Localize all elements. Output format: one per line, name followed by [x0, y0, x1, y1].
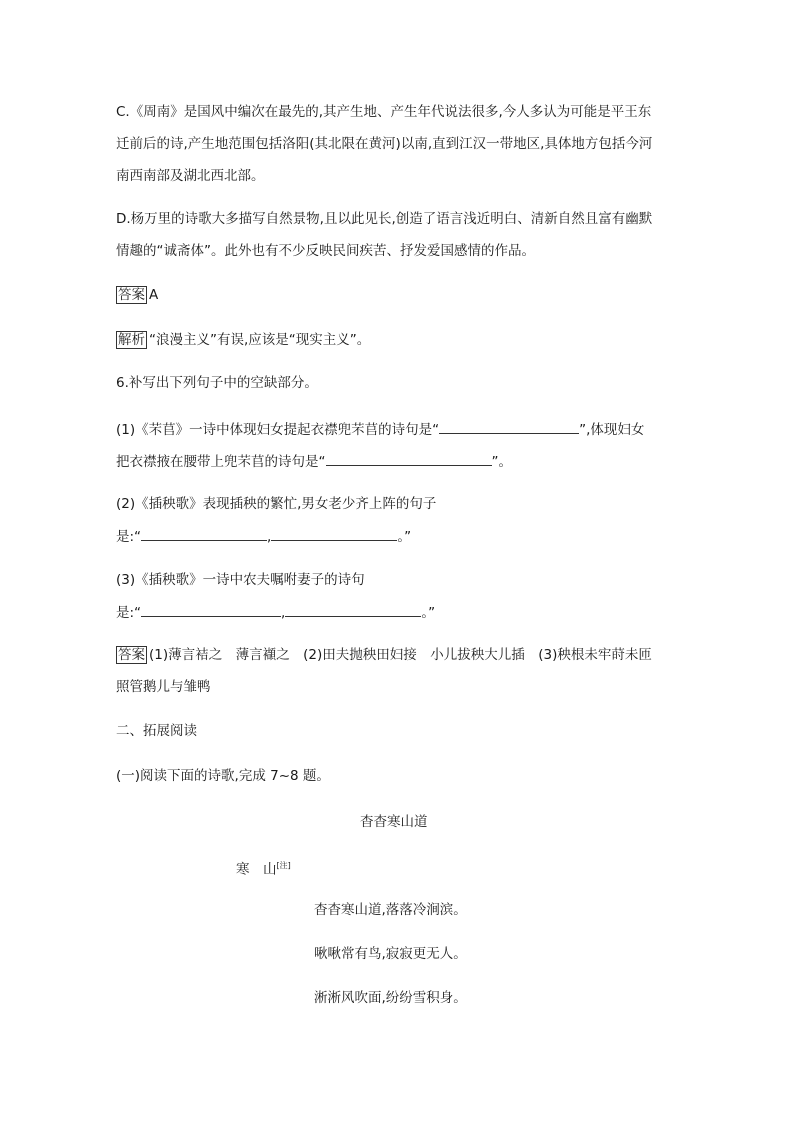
answer-6-text: (1)薄言袺之 薄言襭之 (2)田夫抛秧田妇接 小儿拔秧大儿插 (3)秧根未牢莳未匝 [149, 647, 652, 663]
answer-blank[interactable] [326, 451, 492, 466]
answer-blank[interactable] [285, 602, 421, 617]
analysis-5 [116, 330, 370, 350]
answer-6-line-2: 照管鹅儿与雏鸭 [116, 679, 211, 695]
option-d-line-2: 情趣的“诚斋体”。此外也有不少反映民间疾苦、抒发爱国感情的作品。 [116, 243, 535, 259]
answer-5-text: A [149, 287, 159, 303]
question-6-part-2-line-1: (2)《插秧歌》表现插秧的繁忙,男女老少齐上阵的句子 [116, 496, 437, 512]
poem-author [236, 856, 291, 880]
option-c-line-2: 迁前后的诗,产生地范围包括洛阳(其北限在黄河)以南,直到江汉一带地区,具体地方包括今河 [116, 136, 653, 152]
poem-line: 淅淅风吹面,纷纷雪积身。 [314, 990, 467, 1006]
q6-p3-text-c: , [281, 605, 286, 621]
q6-p3-text-b: 是:“ [116, 605, 142, 621]
q6-p1-text-c: 把衣襟掖在腰带上兜芣苢的诗句是“ [116, 454, 326, 470]
poem-line: 啾啾常有鸟,寂寂更无人。 [314, 946, 467, 962]
option-d-line-1: D.杨万里的诗歌大多描写自然景物,且以此见长,创造了语言浅近明白、清新自然且富有幽默 [116, 211, 653, 227]
question-6-part-3-line-2 [116, 602, 435, 623]
question-6-part-3-line-1: (3)《插秧歌》一诗中农夫嘱咐妻子的诗句 [116, 572, 365, 588]
answer-tag: 答案 [118, 647, 145, 663]
section-heading: 二、拓展阅读 [116, 723, 197, 739]
q6-p1-text-d: ”。 [491, 454, 512, 470]
q6-p2-text-c: , [267, 529, 272, 545]
poem-line: 杳杳寒山道,落落冷涧滨。 [314, 902, 467, 918]
q6-p2-text-d: 。” [397, 529, 412, 545]
answer-blank[interactable] [271, 526, 397, 541]
poem-title: 杳杳寒山道 [360, 814, 428, 830]
answer-5 [116, 285, 158, 305]
answer-6-line-1 [116, 645, 652, 665]
analysis-5-text: “浪漫主义”有误,应该是“现实主义”。 [149, 332, 371, 348]
analysis-tag: 解析 [118, 332, 145, 348]
answer-blank[interactable] [439, 419, 579, 434]
q6-p3-text-d: 。” [421, 605, 436, 621]
option-c-line-1: C.《周南》是国风中编次在最先的,其产生地、产生年代说法很多,今人多认为可能是平王东 [116, 104, 652, 120]
answer-blank[interactable] [141, 526, 267, 541]
q6-p2-text-b: 是:“ [116, 529, 142, 545]
subsection-instruction: (一)阅读下面的诗歌,完成 7~8 题。 [116, 768, 330, 784]
q6-p1-text-b: ”,体现妇女 [579, 422, 645, 438]
q6-p1-text-a: (1)《芣苢》一诗中体现妇女提起衣襟兜芣苢的诗句是“ [116, 422, 440, 438]
question-6-part-1-line-2 [116, 451, 512, 472]
question-6-title: 6.补写出下列句子中的空缺部分。 [116, 375, 318, 391]
answer-tag: 答案 [118, 287, 145, 303]
answer-blank[interactable] [141, 602, 281, 617]
poem-author-name: 寒 山 [236, 861, 277, 878]
question-6-part-2-line-2 [116, 526, 411, 547]
question-6-part-1-line-1 [116, 419, 644, 440]
option-c-line-3: 南西南部及湖北西北部。 [116, 168, 265, 184]
poem-author-note: [注] [276, 861, 291, 870]
